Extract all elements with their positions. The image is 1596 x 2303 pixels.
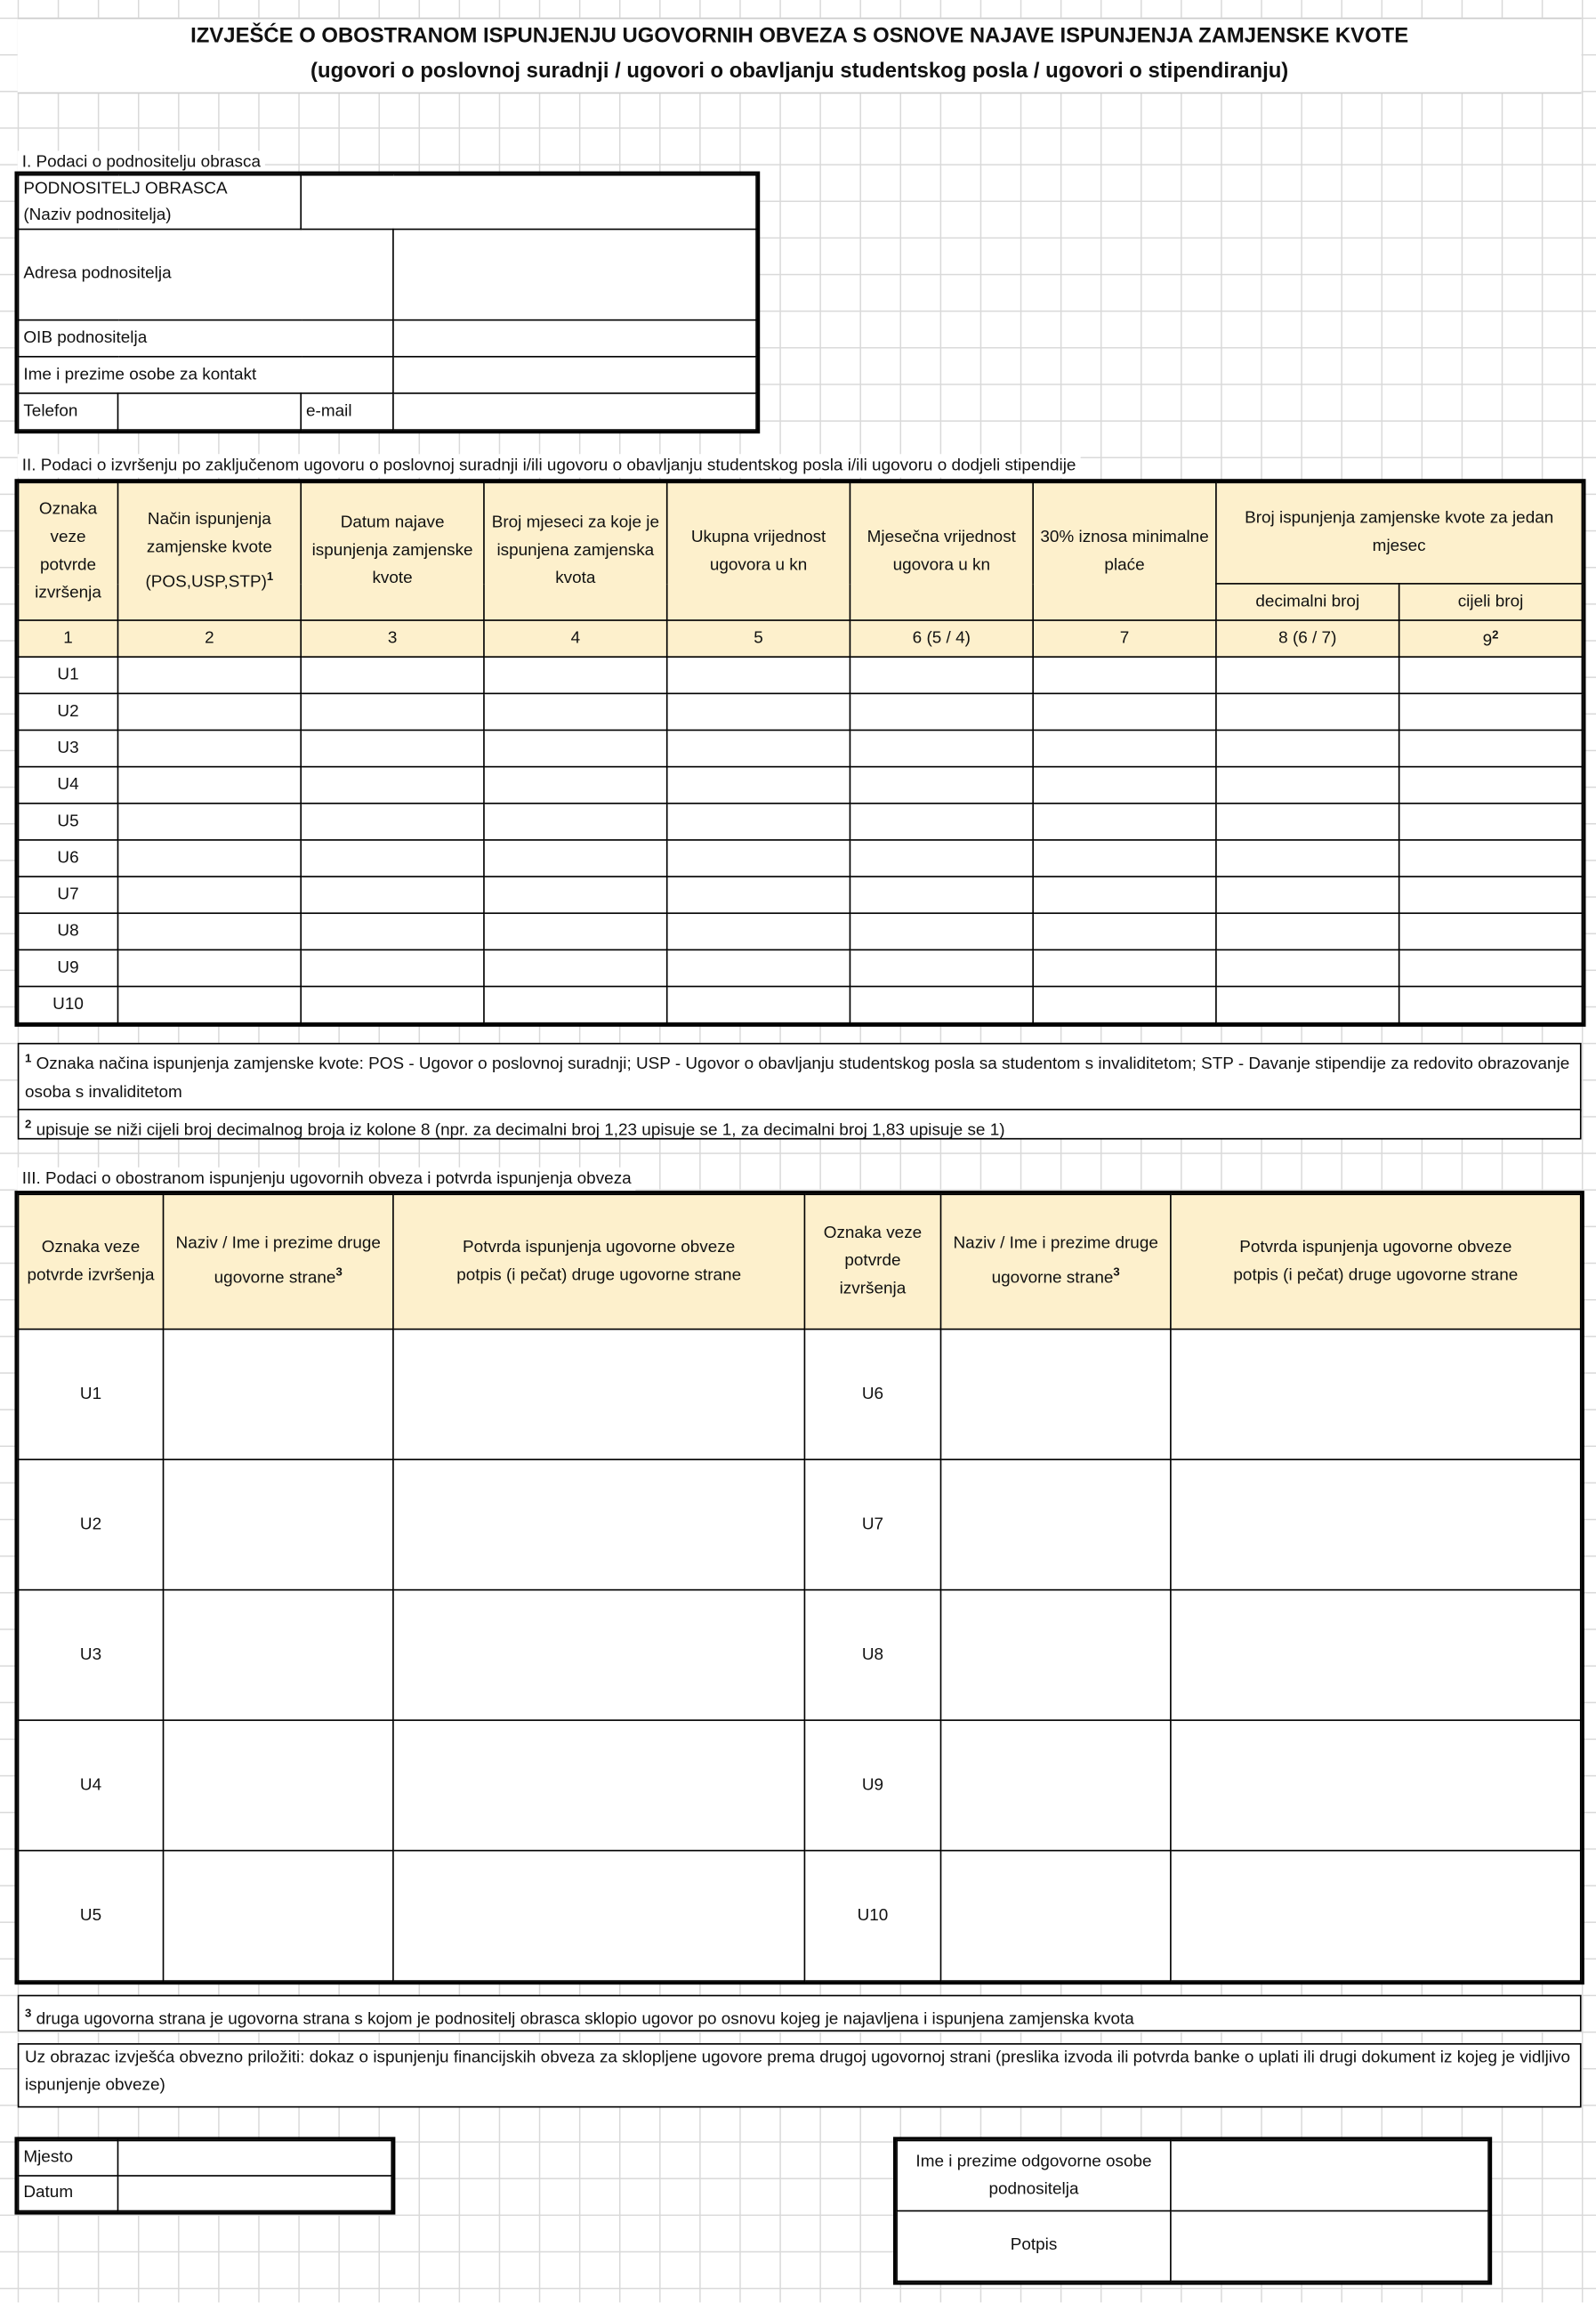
oib-field[interactable] xyxy=(393,320,756,357)
row-cell[interactable] xyxy=(850,767,1033,804)
col-header-3: Datum najave ispunjenja zamjenske kvote xyxy=(301,482,484,620)
col-number-4: 4 xyxy=(484,620,667,657)
row-cell[interactable] xyxy=(1033,987,1216,1023)
row-cell[interactable] xyxy=(117,767,301,804)
row-cell[interactable] xyxy=(667,987,850,1023)
row-cell[interactable] xyxy=(1216,730,1399,766)
row-cell[interactable] xyxy=(393,1720,804,1850)
address-field[interactable] xyxy=(393,230,756,320)
row-cell[interactable] xyxy=(1033,767,1216,804)
row-label: U4 xyxy=(19,767,118,804)
col-header-1: Oznaka veze potvrde izvršenja xyxy=(19,482,118,620)
row-label: U8 xyxy=(19,913,118,949)
row-cell[interactable] xyxy=(1216,987,1399,1023)
row-cell[interactable] xyxy=(164,1720,393,1850)
confirmation-row xyxy=(19,1851,1581,1981)
col-header-4: Broj mjeseci za koje je ispunjena zamjenska kvota xyxy=(484,482,667,620)
row-cell[interactable] xyxy=(850,877,1033,913)
row-cell[interactable] xyxy=(850,949,1033,986)
row-cell[interactable] xyxy=(940,1459,1170,1589)
row-label: U10 xyxy=(804,1851,940,1981)
row-label: U1 xyxy=(19,657,118,693)
contact-label: Ime i prezime osobe za kontakt xyxy=(19,357,393,393)
row-cell[interactable] xyxy=(484,913,667,949)
row-cell[interactable] xyxy=(301,804,484,840)
row-cell[interactable] xyxy=(301,877,484,913)
row-cell[interactable] xyxy=(301,913,484,949)
row-label: U9 xyxy=(19,949,118,986)
row-cell[interactable] xyxy=(1033,913,1216,949)
responsible-person-label: Ime i prezime odgovorne osobe podnositelja xyxy=(897,2140,1171,2210)
row-cell[interactable] xyxy=(393,1459,804,1589)
row-cell[interactable] xyxy=(1216,804,1399,840)
row-cell[interactable] xyxy=(1216,913,1399,949)
table-row xyxy=(19,913,1583,949)
form-title: IZVJEŠĆE O OBOSTRANOM ISPUNJENJU UGOVORNIH OBVEZA S OSNOVE NAJAVE ISPUNJENJA ZAMJENSKE KVOTE xyxy=(190,24,1409,49)
row-cell[interactable] xyxy=(850,693,1033,730)
row-cell[interactable] xyxy=(850,913,1033,949)
row-label: U2 xyxy=(19,693,118,730)
row-cell[interactable] xyxy=(1033,657,1216,693)
col-number-3: 3 xyxy=(301,620,484,657)
row-cell[interactable] xyxy=(393,1329,804,1459)
row-label: U8 xyxy=(804,1590,940,1720)
phone-label: Telefon xyxy=(19,393,118,430)
row-cell[interactable] xyxy=(667,804,850,840)
applicant-table xyxy=(18,174,757,431)
header-confirm-right: Potvrda ispunjenja ugovorne obveze potpis (i pečat) druge ugovorne strane xyxy=(1171,1194,1581,1329)
table-row xyxy=(19,804,1583,840)
footnote-3: $^3$ druga ugovorna strana je ugovorna strana s kojom je podnositelj obrasca sklopio ugovor po osnovu kojeg je najavljena i ispunjena zamjenska kvota xyxy=(18,1995,1582,2032)
row-label: U9 xyxy=(804,1720,940,1850)
row-cell[interactable] xyxy=(667,913,850,949)
row-cell[interactable] xyxy=(164,1329,393,1459)
responsible-person-field[interactable] xyxy=(1171,2140,1488,2210)
header-confirm-left: Potvrda ispunjenja ugovorne obveze potpis (i pečat) druge ugovorne strane xyxy=(393,1194,804,1329)
col-number-9: $9^2$ xyxy=(1399,620,1583,657)
col-number-8: 8 (6 / 7) xyxy=(1216,620,1399,657)
header-link-right: Oznaka veze potvrde izvršenja xyxy=(804,1194,940,1329)
row-cell[interactable] xyxy=(1033,840,1216,877)
contact-field[interactable] xyxy=(393,357,756,393)
confirmation-row xyxy=(19,1459,1581,1589)
col-number-2: 2 xyxy=(117,620,301,657)
row-cell[interactable] xyxy=(1399,657,1583,693)
row-cell[interactable] xyxy=(850,657,1033,693)
row-cell[interactable] xyxy=(1216,767,1399,804)
date-label: Datum xyxy=(19,2176,118,2211)
row-cell[interactable] xyxy=(1171,1459,1581,1589)
row-cell[interactable] xyxy=(1216,693,1399,730)
row-cell[interactable] xyxy=(301,767,484,804)
row-cell[interactable] xyxy=(1399,877,1583,913)
row-cell[interactable] xyxy=(1399,949,1583,986)
row-cell[interactable] xyxy=(301,987,484,1023)
col-number-7: 7 xyxy=(1033,620,1216,657)
row-cell[interactable] xyxy=(1033,949,1216,986)
row-label: U7 xyxy=(804,1459,940,1589)
row-cell[interactable] xyxy=(1171,1720,1581,1850)
col-number-5: 5 xyxy=(667,620,850,657)
place-field[interactable] xyxy=(117,2140,391,2176)
row-cell[interactable] xyxy=(667,693,850,730)
form-header xyxy=(18,18,1582,94)
row-cell[interactable] xyxy=(940,1590,1170,1720)
row-label: U10 xyxy=(19,987,118,1023)
row-cell[interactable] xyxy=(117,877,301,913)
oib-label: OIB podnositelja xyxy=(19,320,393,357)
header-party-right: Naziv / Ime i prezime druge ugovorne strane$^3$ xyxy=(940,1194,1170,1329)
row-cell[interactable] xyxy=(940,1851,1170,1981)
row-cell[interactable] xyxy=(393,1851,804,1981)
row-cell[interactable] xyxy=(1216,949,1399,986)
row-cell[interactable] xyxy=(484,657,667,693)
row-label: U3 xyxy=(19,1590,164,1720)
col-header-2: Način ispunjenja zamjenske kvote $(POS,USP,STP)^1$ xyxy=(117,482,301,620)
form-subtitle: (ugovori o poslovnoj suradnji / ugovori o obavljanju studentskog posla / ugovori o stipendiranju) xyxy=(310,60,1289,84)
row-cell[interactable] xyxy=(164,1851,393,1981)
row-cell[interactable] xyxy=(1399,987,1583,1023)
row-label: U1 xyxy=(19,1329,164,1459)
email-field[interactable] xyxy=(393,393,756,430)
col-header-8: Broj ispunjenja zamjenske kvote za jedan mjesec xyxy=(1216,482,1583,584)
place-label: Mjesto xyxy=(19,2140,118,2176)
row-cell[interactable] xyxy=(117,949,301,986)
row-cell[interactable] xyxy=(1399,767,1583,804)
row-cell[interactable] xyxy=(484,767,667,804)
row-cell[interactable] xyxy=(667,949,850,986)
phone-field[interactable] xyxy=(117,393,301,430)
applicant-name-field[interactable] xyxy=(301,175,756,230)
row-cell[interactable] xyxy=(117,840,301,877)
row-cell[interactable] xyxy=(667,840,850,877)
row-cell[interactable] xyxy=(164,1590,393,1720)
row-cell[interactable] xyxy=(117,657,301,693)
row-cell[interactable] xyxy=(301,657,484,693)
row-cell[interactable] xyxy=(301,840,484,877)
row-cell[interactable] xyxy=(117,730,301,766)
section-3-label: III. Podaci o obostranom ispunjenju ugovornih obveza i potvrda ispunjenja obveza xyxy=(18,1168,636,1191)
row-cell[interactable] xyxy=(117,804,301,840)
subheader-integer: cijeli broj xyxy=(1399,584,1583,620)
row-cell[interactable] xyxy=(301,693,484,730)
row-label: U2 xyxy=(19,1459,164,1589)
row-cell[interactable] xyxy=(1171,1590,1581,1720)
confirmation-table xyxy=(18,1193,1582,1981)
section-1-label: I. Podaci o podnositelju obrasca xyxy=(18,151,265,174)
row-cell[interactable] xyxy=(667,657,850,693)
confirmation-row xyxy=(19,1590,1581,1720)
row-cell[interactable] xyxy=(301,949,484,986)
row-cell[interactable] xyxy=(484,840,667,877)
row-cell[interactable] xyxy=(1033,804,1216,840)
table-row xyxy=(19,840,1583,877)
row-cell[interactable] xyxy=(484,877,667,913)
date-field[interactable] xyxy=(117,2176,391,2211)
row-cell[interactable] xyxy=(393,1590,804,1720)
email-label: e-mail xyxy=(301,393,393,430)
row-cell[interactable] xyxy=(1033,730,1216,766)
signature-label: Potpis xyxy=(897,2210,1171,2281)
place-date-table xyxy=(18,2140,392,2212)
subheader-decimal: decimalni broj xyxy=(1216,584,1399,620)
row-cell[interactable] xyxy=(484,693,667,730)
signature-field[interactable] xyxy=(1171,2210,1488,2281)
footnote-2: $^2$ upisuje se niži cijeli broj decimalnog broja iz kolone 8 (npr. za decimalni broj 1,23 upisuje se 1, za decimalni broj 1,83 upisuje se 1) xyxy=(18,1109,1582,1140)
table-row xyxy=(19,730,1583,766)
table-row xyxy=(19,693,1583,730)
row-label: U7 xyxy=(19,877,118,913)
row-cell[interactable] xyxy=(484,987,667,1023)
row-cell[interactable] xyxy=(1171,1851,1581,1981)
row-cell[interactable] xyxy=(850,730,1033,766)
table-row xyxy=(19,987,1583,1023)
row-cell[interactable] xyxy=(1216,657,1399,693)
table-row xyxy=(19,767,1583,804)
row-cell[interactable] xyxy=(1399,913,1583,949)
col-header-7: 30% iznosa minimalne plaće xyxy=(1033,482,1216,620)
col-header-5: Ukupna vrijednost ugovora u kn xyxy=(667,482,850,620)
row-cell[interactable] xyxy=(484,949,667,986)
row-cell[interactable] xyxy=(484,730,667,766)
row-cell[interactable] xyxy=(850,987,1033,1023)
row-cell[interactable] xyxy=(164,1459,393,1589)
row-cell[interactable] xyxy=(940,1329,1170,1459)
footnote-1: $^1$ Oznaka načina ispunjenja zamjenske kvote: POS - Ugovor o poslovnoj suradnji; USP - Ugovor o obavljanju studentskog posla sa studentom s invaliditetom; STP - Davanje stipendije za redovito obrazovanje osoba s invaliditetom xyxy=(18,1043,1582,1111)
row-label: U4 xyxy=(19,1720,164,1850)
row-cell[interactable] xyxy=(484,804,667,840)
section-2-label: II. Podaci o izvršenju po zaključenom ugovoru o poslovnoj suradnji i/ili ugovoru o obavljanju studentskog posla i/ili ugovoru o dodjeli stipendije xyxy=(18,454,1081,477)
row-label: U3 xyxy=(19,730,118,766)
col-header-6: Mjesečna vrijednost ugovora u kn xyxy=(850,482,1033,620)
row-cell[interactable] xyxy=(117,913,301,949)
row-cell[interactable] xyxy=(667,730,850,766)
confirmation-row xyxy=(19,1329,1581,1459)
row-cell[interactable] xyxy=(940,1720,1170,1850)
row-cell[interactable] xyxy=(1216,840,1399,877)
row-cell[interactable] xyxy=(1033,693,1216,730)
signature-table xyxy=(896,2140,1489,2283)
address-label: Adresa podnositelja xyxy=(19,230,393,320)
row-cell[interactable] xyxy=(117,693,301,730)
header-party-left: Naziv / Ime i prezime druge ugovorne strane$^3$ xyxy=(164,1194,393,1329)
execution-table xyxy=(18,482,1583,1024)
table-row xyxy=(19,949,1583,986)
header-link-left: Oznaka veze potvrde izvršenja xyxy=(19,1194,164,1329)
table-row xyxy=(19,877,1583,913)
row-cell[interactable] xyxy=(667,767,850,804)
col-number-6: 6 (5 / 4) xyxy=(850,620,1033,657)
row-label: U5 xyxy=(19,1851,164,1981)
confirmation-row xyxy=(19,1720,1581,1850)
attachment-note: Uz obrazac izvješća obvezno priložiti: dokaz o ispunjenju financijskih obveza za sklopljene ugovore prema drugoj ugovornoj strani (preslika izvoda ili potvrda banke o uplati ili drugi dokument iz kojeg je vidljivo ispunjenje obveze) xyxy=(18,2043,1582,2107)
applicant-name-label: PODNOSITELJ OBRASCA (Naziv podnositelja) xyxy=(19,175,302,230)
row-cell[interactable] xyxy=(1399,730,1583,766)
row-cell[interactable] xyxy=(117,987,301,1023)
row-cell[interactable] xyxy=(1399,804,1583,840)
row-cell[interactable] xyxy=(667,877,850,913)
row-cell[interactable] xyxy=(1216,877,1399,913)
row-cell[interactable] xyxy=(850,804,1033,840)
row-label: U6 xyxy=(19,840,118,877)
row-cell[interactable] xyxy=(1399,840,1583,877)
col-number-1: 1 xyxy=(19,620,118,657)
row-label: U5 xyxy=(19,804,118,840)
row-cell[interactable] xyxy=(850,840,1033,877)
table-row xyxy=(19,657,1583,693)
row-cell[interactable] xyxy=(1399,693,1583,730)
row-cell[interactable] xyxy=(301,730,484,766)
row-cell[interactable] xyxy=(1171,1329,1581,1459)
row-cell[interactable] xyxy=(1033,877,1216,913)
row-label: U6 xyxy=(804,1329,940,1459)
